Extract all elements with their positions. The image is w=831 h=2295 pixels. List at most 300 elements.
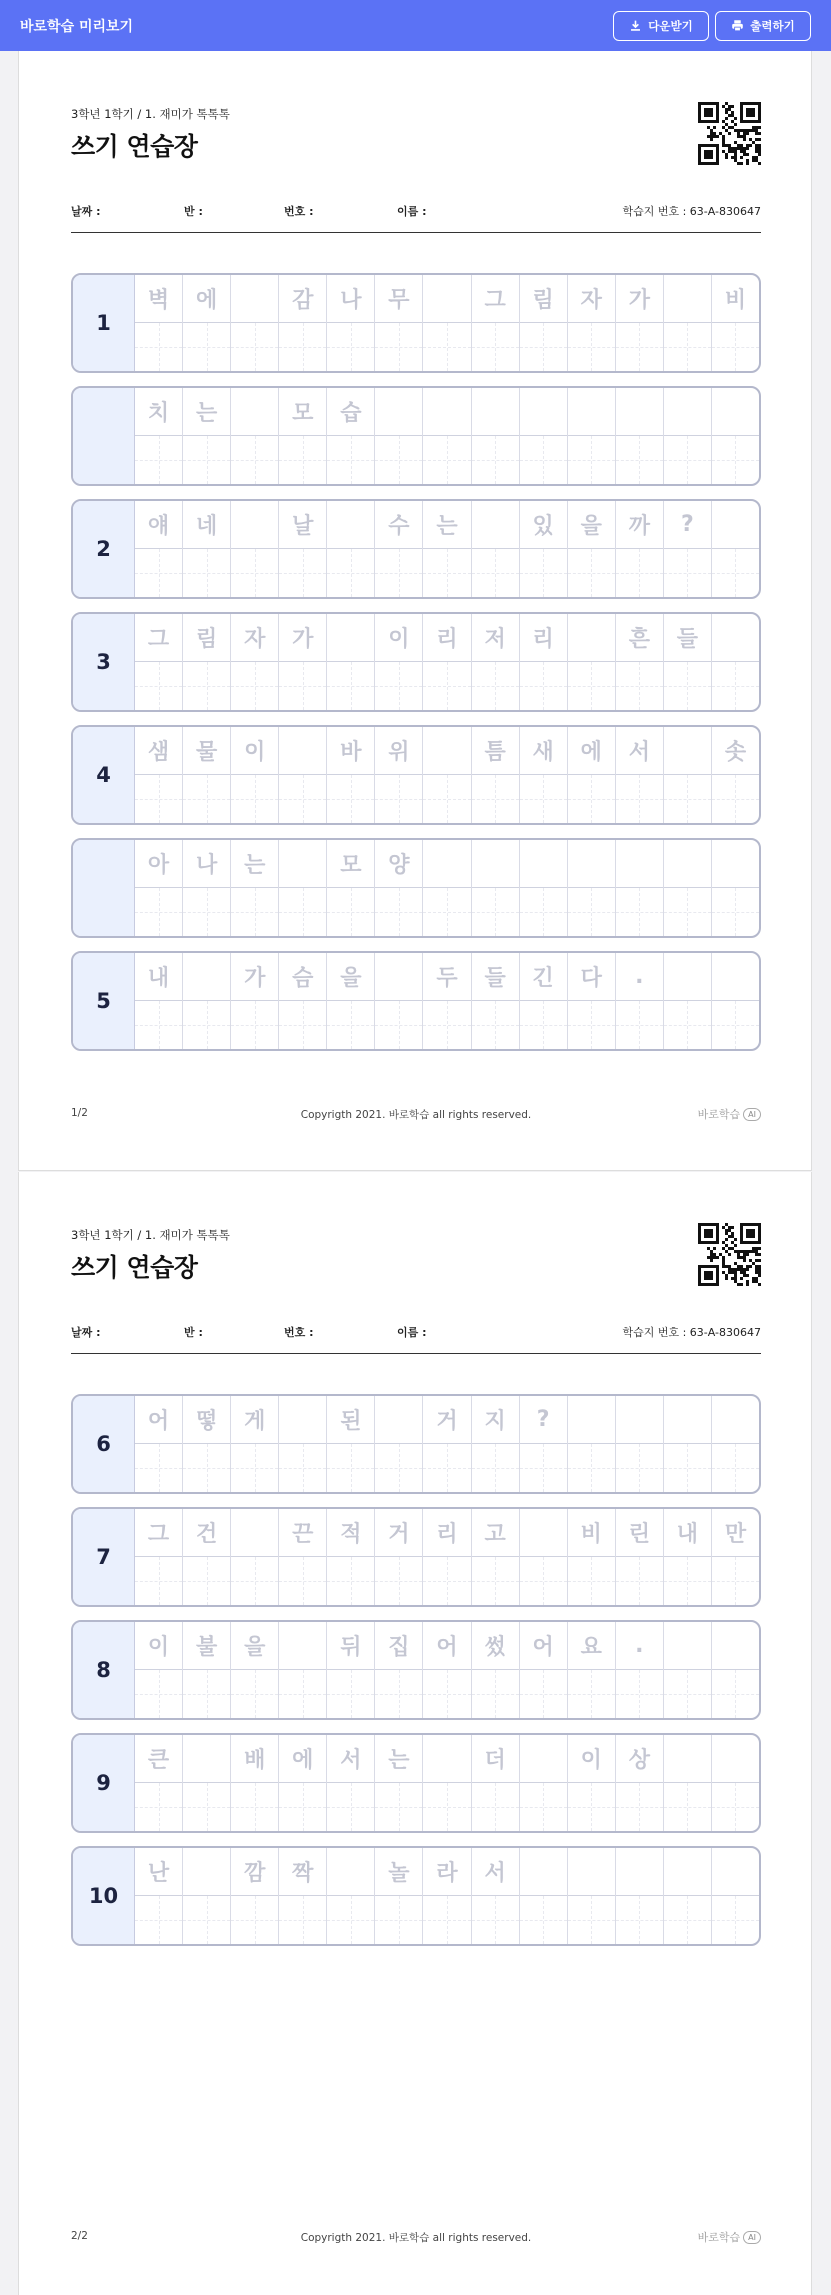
writing-box[interactable] xyxy=(375,1783,422,1831)
grid-cell xyxy=(423,1622,471,1718)
trace-character: 더 xyxy=(472,1735,519,1783)
writing-box[interactable] xyxy=(472,1896,519,1944)
writing-box[interactable] xyxy=(183,1557,230,1605)
trace-character: 는 xyxy=(183,388,230,436)
writing-grid xyxy=(135,501,759,597)
writing-box[interactable] xyxy=(279,888,326,936)
writing-box[interactable] xyxy=(279,1670,326,1718)
trace-character xyxy=(664,1396,711,1444)
writing-grid xyxy=(135,727,759,823)
writing-box[interactable] xyxy=(375,775,422,823)
writing-box[interactable] xyxy=(327,662,374,710)
grid-cell xyxy=(616,1735,664,1831)
grid-cell xyxy=(712,1622,759,1718)
writing-grid xyxy=(135,1848,759,1944)
grid-cell xyxy=(712,1848,759,1944)
trace-character: 벽 xyxy=(135,275,182,323)
writing-box[interactable] xyxy=(375,1444,422,1492)
writing-box[interactable] xyxy=(568,775,615,823)
writing-box[interactable] xyxy=(327,888,374,936)
date-label: 날짜 : xyxy=(71,205,101,218)
grid-cell xyxy=(231,1848,279,1944)
writing-box[interactable] xyxy=(568,1783,615,1831)
qr-code xyxy=(698,1223,761,1286)
grid-cell xyxy=(135,275,183,371)
worksheet-page-1 xyxy=(18,51,812,1171)
trace-character: 틈 xyxy=(472,727,519,775)
grid-cell xyxy=(183,1509,231,1605)
grid-cell xyxy=(183,1622,231,1718)
grid-cell xyxy=(375,275,423,371)
trace-character xyxy=(423,840,470,888)
trace-character: 에 xyxy=(279,1735,326,1783)
row-number: 9 xyxy=(73,1735,135,1831)
grid-cell xyxy=(472,727,520,823)
trace-character xyxy=(664,275,711,323)
writing-box[interactable] xyxy=(135,775,182,823)
writing-box[interactable] xyxy=(327,549,374,597)
writing-box[interactable] xyxy=(472,1001,519,1049)
writing-box[interactable] xyxy=(327,775,374,823)
grid-cell xyxy=(327,1509,375,1605)
writing-box[interactable] xyxy=(664,549,711,597)
writing-box[interactable] xyxy=(664,662,711,710)
grid-cell xyxy=(135,1622,183,1718)
writing-box[interactable] xyxy=(423,662,470,710)
grid-cell xyxy=(183,614,231,710)
writing-box[interactable] xyxy=(327,1001,374,1049)
practice-row xyxy=(71,1846,761,1946)
grid-cell xyxy=(664,1735,712,1831)
grid-cell xyxy=(279,1622,327,1718)
writing-box[interactable] xyxy=(375,1896,422,1944)
writing-box[interactable] xyxy=(520,1001,567,1049)
writing-box[interactable] xyxy=(279,1783,326,1831)
writing-box[interactable] xyxy=(520,662,567,710)
grid-cell xyxy=(327,1622,375,1718)
grid-cell xyxy=(135,1848,183,1944)
writing-box[interactable] xyxy=(712,1444,759,1492)
trace-character: 에 xyxy=(568,727,615,775)
writing-box[interactable] xyxy=(135,1557,182,1605)
grid-cell xyxy=(664,275,712,371)
writing-box[interactable] xyxy=(135,662,182,710)
grid-cell xyxy=(472,501,520,597)
writing-box[interactable] xyxy=(279,323,326,371)
writing-box[interactable] xyxy=(568,662,615,710)
writing-box[interactable] xyxy=(520,1557,567,1605)
trace-character: 이 xyxy=(231,727,278,775)
writing-box[interactable] xyxy=(183,436,230,484)
writing-box[interactable] xyxy=(712,1001,759,1049)
grid-cell xyxy=(423,1396,471,1492)
writing-box[interactable] xyxy=(375,323,422,371)
writing-box[interactable] xyxy=(423,1783,470,1831)
practice-row xyxy=(71,1394,761,1494)
writing-box[interactable] xyxy=(279,775,326,823)
writing-box[interactable] xyxy=(712,1896,759,1944)
writing-box[interactable] xyxy=(183,1896,230,1944)
trace-character: 수 xyxy=(375,501,422,549)
trace-character xyxy=(327,1848,374,1896)
grid-cell xyxy=(568,1396,616,1492)
writing-box[interactable] xyxy=(616,775,663,823)
writing-box[interactable] xyxy=(568,888,615,936)
trace-character: 고 xyxy=(472,1509,519,1557)
trace-character xyxy=(472,840,519,888)
printer-icon xyxy=(731,19,744,32)
writing-box[interactable] xyxy=(231,1670,278,1718)
writing-box[interactable] xyxy=(664,1783,711,1831)
grid-cell xyxy=(664,501,712,597)
writing-box[interactable] xyxy=(472,1670,519,1718)
writing-box[interactable] xyxy=(279,1444,326,1492)
worksheet-title: 쓰기 연습장 xyxy=(71,1253,198,1282)
writing-box[interactable] xyxy=(183,1670,230,1718)
writing-box[interactable] xyxy=(327,1444,374,1492)
grid-cell xyxy=(616,1848,664,1944)
writing-box[interactable] xyxy=(712,323,759,371)
grid-cell xyxy=(183,275,231,371)
writing-box[interactable] xyxy=(664,1896,711,1944)
writing-box[interactable] xyxy=(472,662,519,710)
worksheet-subtitle: 3학년 1학기 / 1. 재미가 톡톡톡 xyxy=(71,1228,230,1242)
writing-box[interactable] xyxy=(183,549,230,597)
trace-character xyxy=(712,1735,759,1783)
grid-cell xyxy=(231,275,279,371)
writing-box[interactable] xyxy=(616,1783,663,1831)
writing-box[interactable] xyxy=(327,1896,374,1944)
writing-box[interactable] xyxy=(520,1783,567,1831)
grid-cell xyxy=(616,953,664,1049)
writing-box[interactable] xyxy=(664,1444,711,1492)
trace-character xyxy=(423,727,470,775)
writing-box[interactable] xyxy=(520,1670,567,1718)
trace-character: 리 xyxy=(423,1509,470,1557)
trace-character xyxy=(231,275,278,323)
grid-cell xyxy=(423,727,471,823)
writing-box[interactable] xyxy=(423,323,470,371)
writing-box[interactable] xyxy=(712,1557,759,1605)
trace-character: 모 xyxy=(327,840,374,888)
writing-box[interactable] xyxy=(183,1783,230,1831)
grid-cell xyxy=(472,953,520,1049)
trace-character: 가 xyxy=(231,953,278,1001)
writing-box[interactable] xyxy=(183,888,230,936)
brand-logo xyxy=(698,1106,761,1122)
writing-box[interactable] xyxy=(472,775,519,823)
grid-cell xyxy=(231,1509,279,1605)
writing-box[interactable] xyxy=(423,1444,470,1492)
row-number: 1 xyxy=(73,275,135,371)
writing-box[interactable] xyxy=(231,436,278,484)
writing-box[interactable] xyxy=(135,549,182,597)
writing-box[interactable] xyxy=(712,662,759,710)
trace-character: 서 xyxy=(616,727,663,775)
grid-cell xyxy=(712,388,759,484)
trace-character xyxy=(231,501,278,549)
writing-box[interactable] xyxy=(616,436,663,484)
writing-box[interactable] xyxy=(472,436,519,484)
writing-box[interactable] xyxy=(183,775,230,823)
writing-box[interactable] xyxy=(231,662,278,710)
writing-box[interactable] xyxy=(375,888,422,936)
grid-cell xyxy=(279,953,327,1049)
writing-box[interactable] xyxy=(423,1001,470,1049)
grid-cell xyxy=(664,840,712,936)
writing-box[interactable] xyxy=(231,323,278,371)
trace-character xyxy=(327,501,374,549)
writing-box[interactable] xyxy=(279,1896,326,1944)
trace-character: 서 xyxy=(327,1735,374,1783)
grid-cell xyxy=(712,953,759,1049)
trace-character: 내 xyxy=(664,1509,711,1557)
writing-box[interactable] xyxy=(520,1896,567,1944)
writing-box[interactable] xyxy=(616,888,663,936)
grid-cell xyxy=(135,1396,183,1492)
writing-box[interactable] xyxy=(664,436,711,484)
writing-box[interactable] xyxy=(520,323,567,371)
writing-box[interactable] xyxy=(375,1670,422,1718)
class-label: 반 : xyxy=(184,1326,203,1339)
grid-cell xyxy=(472,840,520,936)
writing-box[interactable] xyxy=(520,1444,567,1492)
row-number: 2 xyxy=(73,501,135,597)
writing-box[interactable] xyxy=(568,1896,615,1944)
trace-character: 다 xyxy=(568,953,615,1001)
trace-character xyxy=(520,1735,567,1783)
writing-box[interactable] xyxy=(520,888,567,936)
writing-box[interactable] xyxy=(279,1557,326,1605)
writing-box[interactable] xyxy=(664,775,711,823)
grid-cell xyxy=(231,953,279,1049)
trace-character: . xyxy=(616,953,663,1001)
writing-box[interactable] xyxy=(135,436,182,484)
writing-box[interactable] xyxy=(375,549,422,597)
writing-box[interactable] xyxy=(568,1557,615,1605)
grid-cell xyxy=(664,388,712,484)
writing-box[interactable] xyxy=(183,662,230,710)
writing-box[interactable] xyxy=(472,1557,519,1605)
worksheet-subtitle: 3학년 1학기 / 1. 재미가 톡톡톡 xyxy=(71,107,230,121)
writing-box[interactable] xyxy=(712,549,759,597)
writing-box[interactable] xyxy=(423,1670,470,1718)
writing-box[interactable] xyxy=(231,775,278,823)
writing-box[interactable] xyxy=(616,662,663,710)
writing-box[interactable] xyxy=(423,1557,470,1605)
writing-box[interactable] xyxy=(183,323,230,371)
practice-row xyxy=(71,1620,761,1720)
grid-cell xyxy=(135,840,183,936)
writing-box[interactable] xyxy=(423,775,470,823)
writing-box[interactable] xyxy=(135,1670,182,1718)
writing-box[interactable] xyxy=(616,1001,663,1049)
writing-box[interactable] xyxy=(135,323,182,371)
trace-character xyxy=(616,1848,663,1896)
writing-box[interactable] xyxy=(375,1557,422,1605)
writing-box[interactable] xyxy=(712,775,759,823)
writing-box[interactable] xyxy=(568,549,615,597)
writing-box[interactable] xyxy=(423,436,470,484)
trace-character: 비 xyxy=(568,1509,615,1557)
writing-box[interactable] xyxy=(616,1896,663,1944)
trace-character xyxy=(664,388,711,436)
writing-box[interactable] xyxy=(664,1557,711,1605)
worksheet-page-2 xyxy=(18,1172,812,2295)
grid-cell xyxy=(712,275,759,371)
writing-box[interactable] xyxy=(472,888,519,936)
grid-cell xyxy=(712,840,759,936)
trace-character xyxy=(664,840,711,888)
writing-box[interactable] xyxy=(616,323,663,371)
trace-character: 을 xyxy=(327,953,374,1001)
trace-character xyxy=(423,275,470,323)
grid-cell xyxy=(664,953,712,1049)
writing-grid xyxy=(135,1622,759,1718)
writing-box[interactable] xyxy=(279,549,326,597)
writing-box[interactable] xyxy=(568,323,615,371)
trace-character xyxy=(664,1735,711,1783)
writing-box[interactable] xyxy=(472,1444,519,1492)
grid-cell xyxy=(375,1396,423,1492)
writing-box[interactable] xyxy=(423,549,470,597)
writing-box[interactable] xyxy=(423,888,470,936)
grid-cell xyxy=(712,1735,759,1831)
grid-cell xyxy=(472,1622,520,1718)
writing-grid xyxy=(135,1509,759,1605)
grid-cell xyxy=(712,727,759,823)
writing-box[interactable] xyxy=(375,662,422,710)
writing-box[interactable] xyxy=(135,1444,182,1492)
writing-box[interactable] xyxy=(231,1001,278,1049)
writing-box[interactable] xyxy=(664,888,711,936)
grid-cell xyxy=(327,1396,375,1492)
writing-box[interactable] xyxy=(568,436,615,484)
writing-box[interactable] xyxy=(279,1001,326,1049)
grid-cell xyxy=(375,1848,423,1944)
writing-box[interactable] xyxy=(327,436,374,484)
writing-box[interactable] xyxy=(135,1896,182,1944)
grid-cell xyxy=(279,1396,327,1492)
writing-box[interactable] xyxy=(183,1444,230,1492)
writing-box[interactable] xyxy=(135,1783,182,1831)
writing-box[interactable] xyxy=(135,888,182,936)
writing-box[interactable] xyxy=(712,1783,759,1831)
print-button[interactable] xyxy=(715,11,811,41)
trace-character xyxy=(375,1396,422,1444)
writing-box[interactable] xyxy=(472,323,519,371)
trace-character xyxy=(279,840,326,888)
grid-cell xyxy=(375,501,423,597)
writing-box[interactable] xyxy=(231,1783,278,1831)
writing-box[interactable] xyxy=(472,549,519,597)
practice-row xyxy=(71,725,761,825)
trace-character: 아 xyxy=(135,840,182,888)
trace-character: 있 xyxy=(520,501,567,549)
writing-box[interactable] xyxy=(231,1557,278,1605)
grid-cell xyxy=(135,614,183,710)
trace-character: 저 xyxy=(472,614,519,662)
grid-cell xyxy=(135,388,183,484)
writing-box[interactable] xyxy=(664,1670,711,1718)
writing-box[interactable] xyxy=(520,436,567,484)
grid-cell xyxy=(616,840,664,936)
writing-box[interactable] xyxy=(664,323,711,371)
writing-box[interactable] xyxy=(423,1896,470,1944)
writing-box[interactable] xyxy=(279,436,326,484)
writing-box[interactable] xyxy=(568,1001,615,1049)
trace-character: 샘 xyxy=(135,727,182,775)
writing-box[interactable] xyxy=(135,1001,182,1049)
grid-cell xyxy=(327,501,375,597)
trace-character: 얘 xyxy=(135,501,182,549)
writing-box[interactable] xyxy=(231,1444,278,1492)
grid-cell xyxy=(375,840,423,936)
name-label: 이름 : xyxy=(397,1326,427,1339)
writing-box[interactable] xyxy=(183,1001,230,1049)
writing-box[interactable] xyxy=(231,549,278,597)
download-button[interactable] xyxy=(613,11,709,41)
writing-box[interactable] xyxy=(616,549,663,597)
grid-cell xyxy=(279,1848,327,1944)
writing-box[interactable] xyxy=(568,1444,615,1492)
trace-character xyxy=(279,1396,326,1444)
writing-box[interactable] xyxy=(279,662,326,710)
grid-cell xyxy=(375,1509,423,1605)
trace-character: 된 xyxy=(327,1396,374,1444)
trace-character: 솟 xyxy=(712,727,759,775)
writing-box[interactable] xyxy=(616,1444,663,1492)
writing-box[interactable] xyxy=(520,775,567,823)
writing-box[interactable] xyxy=(568,1670,615,1718)
writing-box[interactable] xyxy=(520,549,567,597)
writing-box[interactable] xyxy=(616,1670,663,1718)
trace-character: 습 xyxy=(327,388,374,436)
trace-character xyxy=(279,1622,326,1670)
grid-cell xyxy=(231,1735,279,1831)
trace-character: 이 xyxy=(568,1735,615,1783)
grid-cell xyxy=(231,840,279,936)
writing-box[interactable] xyxy=(327,323,374,371)
trace-character xyxy=(664,1848,711,1896)
writing-box[interactable] xyxy=(375,1001,422,1049)
trace-character: 들 xyxy=(664,614,711,662)
writing-box[interactable] xyxy=(375,436,422,484)
writing-box[interactable] xyxy=(472,1783,519,1831)
writing-box[interactable] xyxy=(664,1001,711,1049)
writing-box[interactable] xyxy=(712,888,759,936)
writing-box[interactable] xyxy=(712,1670,759,1718)
writing-box[interactable] xyxy=(327,1783,374,1831)
grid-cell xyxy=(183,501,231,597)
row-number: 3 xyxy=(73,614,135,710)
download-label: 다운받기 xyxy=(648,18,693,33)
trace-character: 을 xyxy=(568,501,615,549)
trace-character: 바 xyxy=(327,727,374,775)
grid-cell xyxy=(279,501,327,597)
worksheet-serial: 학습지 번호 : 63-A-830647 xyxy=(622,1326,761,1339)
writing-box[interactable] xyxy=(712,436,759,484)
grid-cell xyxy=(279,727,327,823)
grid-cell xyxy=(520,840,568,936)
writing-box[interactable] xyxy=(327,1670,374,1718)
trace-character: 는 xyxy=(375,1735,422,1783)
writing-box[interactable] xyxy=(231,1896,278,1944)
writing-box[interactable] xyxy=(327,1557,374,1605)
writing-box[interactable] xyxy=(616,1557,663,1605)
writing-box[interactable] xyxy=(231,888,278,936)
trace-character xyxy=(183,1848,230,1896)
